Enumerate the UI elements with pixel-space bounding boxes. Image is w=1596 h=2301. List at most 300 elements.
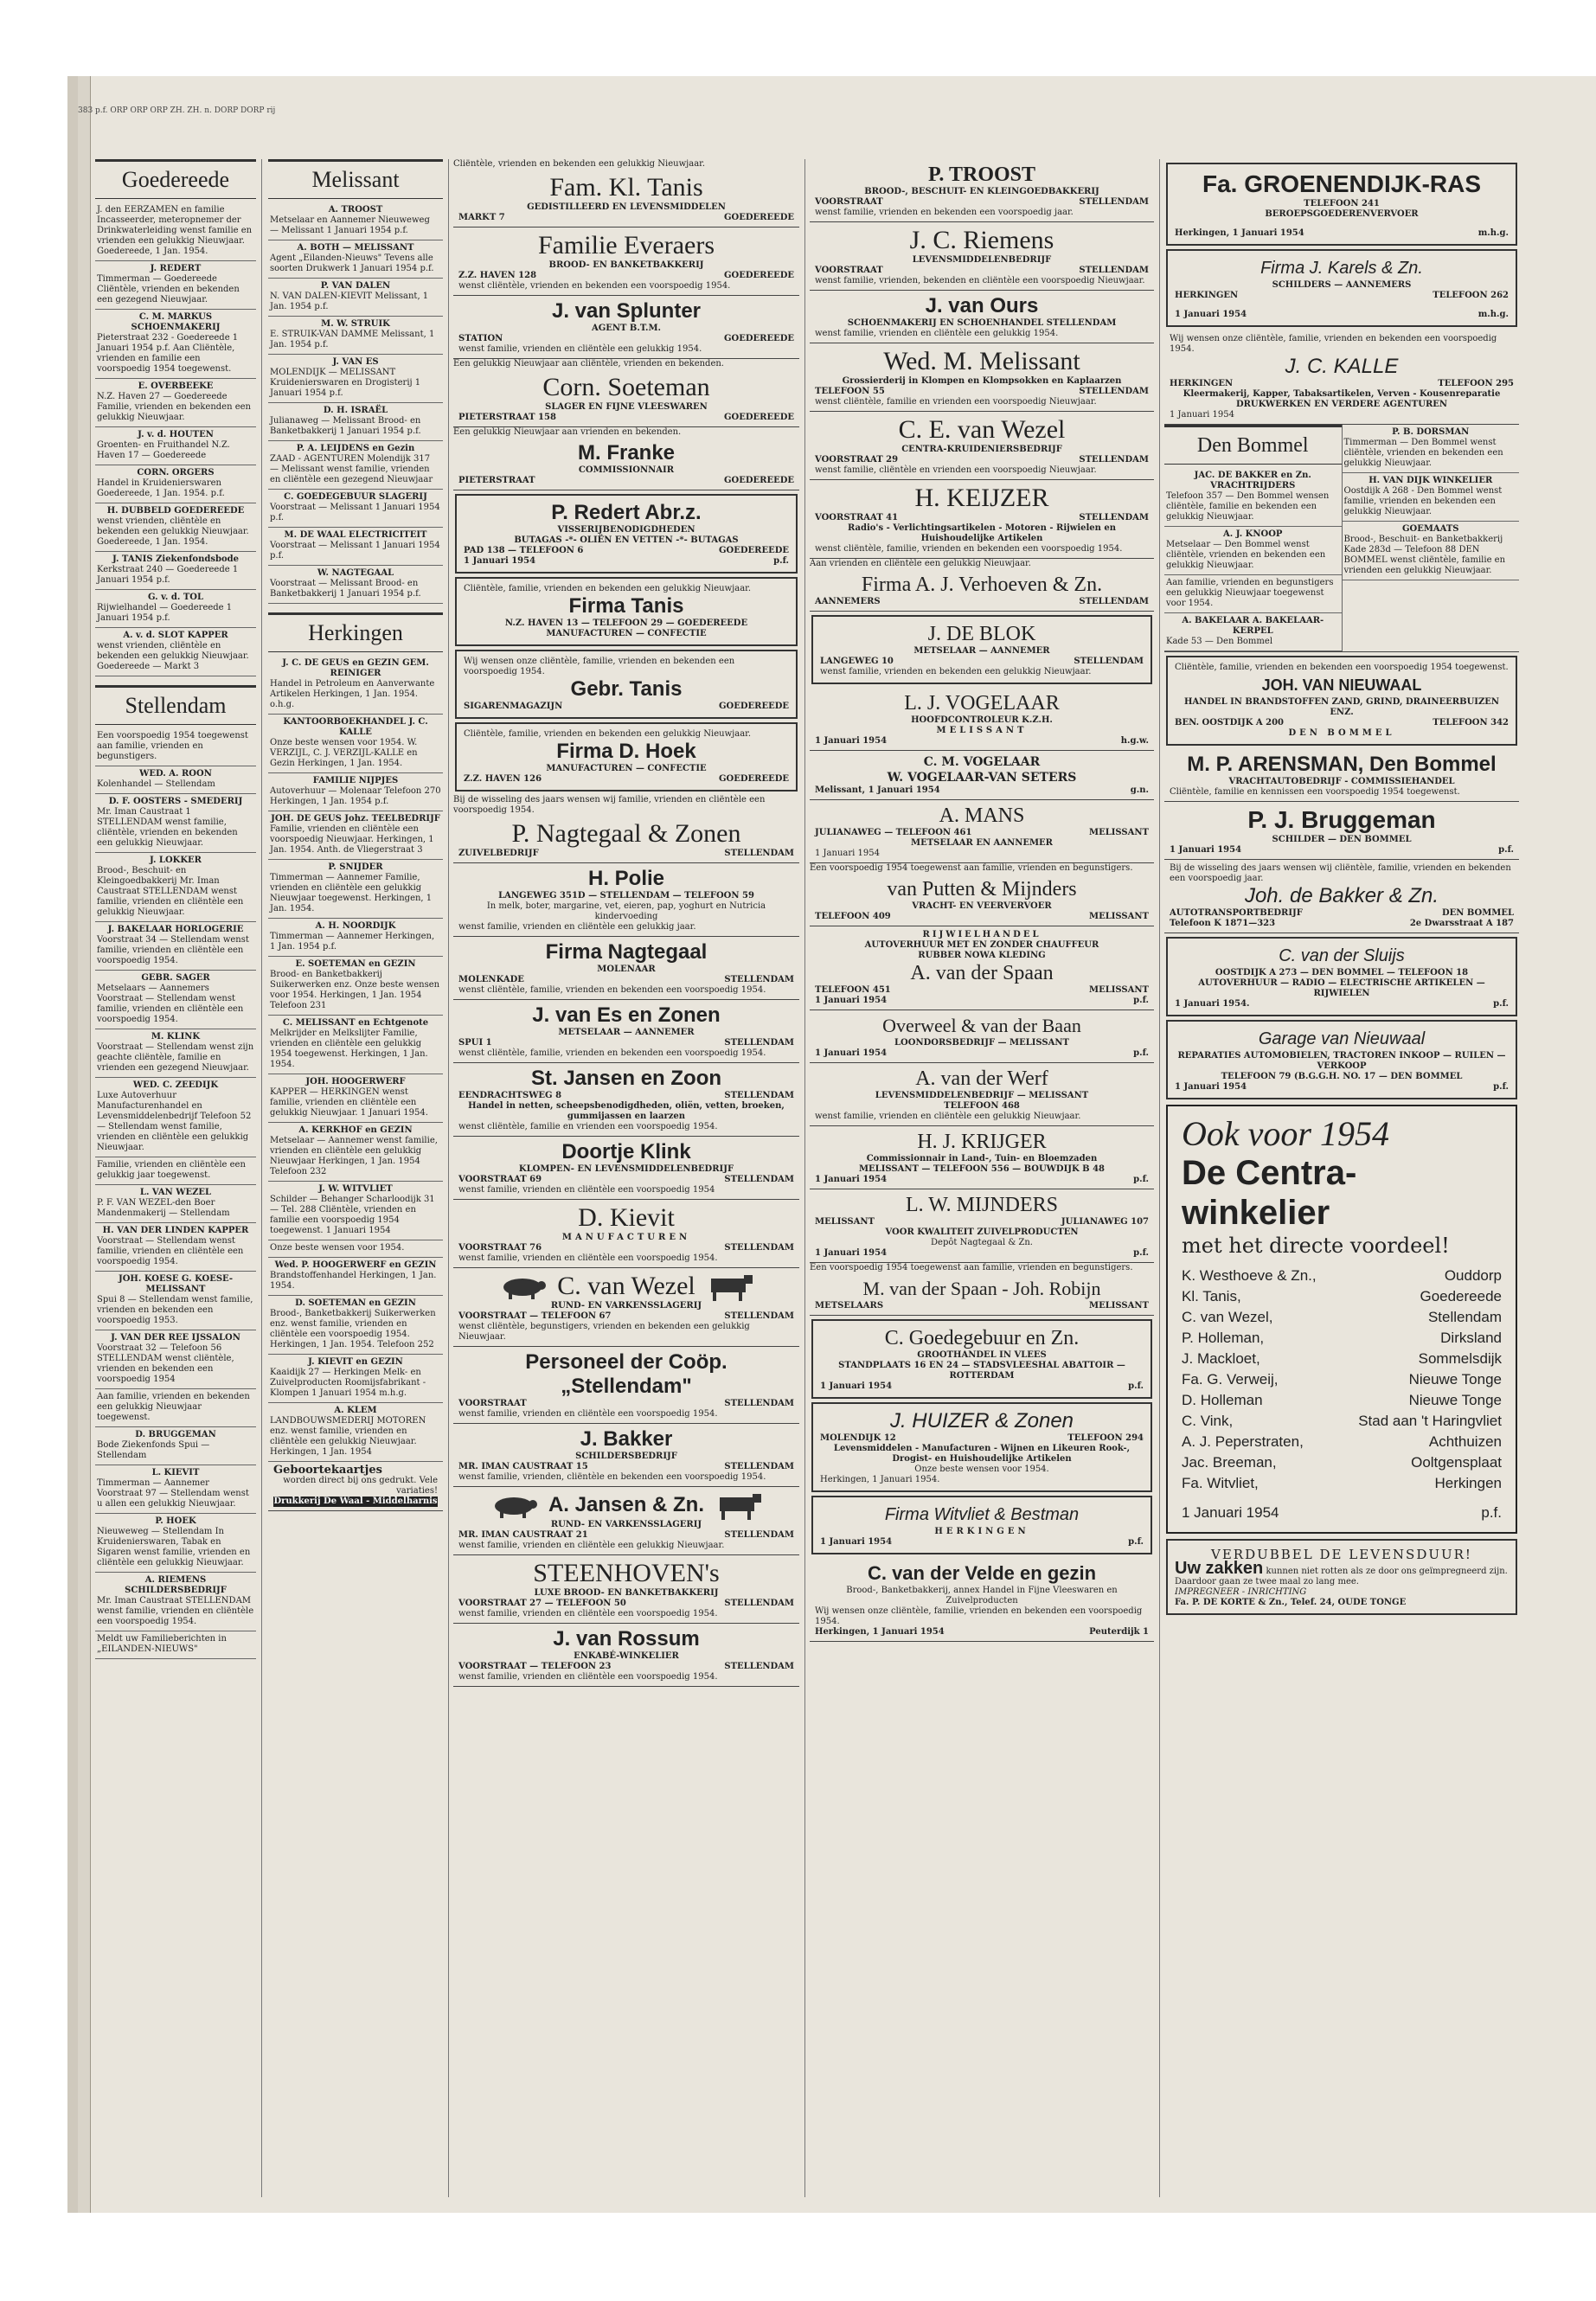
ad-huizer bbox=[811, 1402, 1152, 1492]
notice-name: C. M. MARKUS SCHOENMAKERIJ bbox=[131, 312, 221, 332]
ad-right: STELLENDAM bbox=[1074, 657, 1144, 666]
notice-text: Aan familie, vrienden en bekenden een gelukkig Nieuwjaar toegewenst. bbox=[97, 1392, 250, 1422]
ad-row bbox=[458, 1175, 794, 1185]
ad-name: Firma A. J. Verhoeven & Zn. bbox=[861, 574, 1103, 596]
ad-sub: TELEFOON 241 bbox=[1304, 199, 1380, 208]
ad-text: wenst familie, vrienden, bekenden en cliëntèle een voorspoedig Nieuwjaar. bbox=[815, 276, 1145, 285]
notice-name: GOEMAATS bbox=[1401, 524, 1459, 534]
ad-right2: 2e Dwarsstraat A 187 bbox=[1409, 919, 1514, 928]
ad-right: GOEDEREEDE bbox=[718, 546, 789, 555]
ad-pf: p.f. bbox=[773, 556, 789, 566]
notice-entry bbox=[1343, 473, 1520, 522]
notice-name: JAC. DE BAKKER en Zn. VRACHTRIJDERS bbox=[1194, 471, 1311, 490]
notice-name: W. NAGTEGAAL bbox=[317, 568, 394, 578]
ad-name: Corn. Soeteman bbox=[542, 373, 710, 401]
column-ads-5 bbox=[1164, 159, 1519, 2197]
ad-date: Herkingen, 1 Januari 1954. bbox=[820, 1475, 940, 1484]
ad-rossum bbox=[453, 1624, 799, 1687]
ad-date: 1 Januari 1954 bbox=[1170, 845, 1242, 855]
ad-kievit bbox=[453, 1200, 799, 1268]
ad-left: MR. IMAN CAUSTRAAT 21 bbox=[458, 1530, 588, 1540]
notice-text: Voorstraat — Melissant 1 Januari 1954 p.f. bbox=[270, 503, 440, 522]
ad-name: C. van Wezel bbox=[557, 1272, 695, 1300]
notice-text: Een voorspoedig 1954 toegewenst aan familie, vrienden en begunstigers. bbox=[97, 731, 248, 761]
ad-right: MELISSANT bbox=[1089, 828, 1149, 837]
notice-entry bbox=[268, 1016, 443, 1074]
notice-entry bbox=[95, 728, 256, 766]
ad-firma-nagtegaal bbox=[453, 937, 799, 1000]
ad-sluijs bbox=[1166, 937, 1517, 1016]
ad-left: Melissant, 1 Januari 1954 bbox=[815, 785, 940, 795]
notice-entry bbox=[95, 552, 256, 590]
centra-shop-name: P. Holleman, bbox=[1182, 1330, 1265, 1346]
notice-entry bbox=[268, 957, 443, 1016]
ad-sub: HERKINGEN bbox=[934, 1527, 1029, 1536]
ad-row bbox=[1175, 718, 1509, 728]
notice-name: FAMILIE NIJPJES bbox=[312, 776, 399, 785]
ad-row bbox=[815, 828, 1149, 838]
notice-entry bbox=[95, 922, 256, 971]
notice-entry bbox=[268, 1123, 443, 1182]
notice-name: WED. C. ZEEDIJK bbox=[132, 1080, 219, 1090]
notice-text: Brood-, Beschuit- en Banketbakkerij Kade 283d — Telefoon 88 DEN BOMMEL wenst cliëntèle, familie en vrienden een gelukkig Nieuwjaar. bbox=[1343, 535, 1506, 575]
ad-name: C. van der Sluijs bbox=[1279, 946, 1405, 965]
ad-name: H. J. KRIJGER bbox=[917, 1131, 1047, 1153]
ad-date: 1 Januari 1954 bbox=[815, 849, 880, 858]
notice-name: J. W. WITVLIET bbox=[318, 1184, 393, 1194]
ad-note: Bij de wisseling des jaars wensen wij cliëntèle, familie, vrienden en bekenden een voorspoedig jaar. bbox=[1170, 863, 1511, 883]
notice-name: A. RIEMENS SCHILDERSBEDRIJF bbox=[125, 1575, 227, 1595]
ad-sub: VISSERIJBENODIGDHEDEN bbox=[557, 525, 695, 535]
ad-name: J. van Rossum bbox=[553, 1627, 700, 1650]
ad-row bbox=[458, 849, 794, 859]
ad-pre3: RUBBER NOWA KLEDING bbox=[918, 951, 1046, 960]
notice-entry bbox=[268, 355, 443, 403]
ad-date: 1 Januari 1954 bbox=[820, 1537, 893, 1547]
ad-sub: MANUFACTUREN — CONFECTIE bbox=[546, 764, 707, 773]
ad-name: Doortje Klink bbox=[561, 1140, 691, 1163]
notice-entry bbox=[268, 1074, 443, 1123]
ad-name: M. van der Spaan - Joh. Robijn bbox=[862, 1278, 1101, 1299]
centra-shop-name: J. Mackloet, bbox=[1182, 1350, 1260, 1367]
ad-row bbox=[815, 513, 1149, 523]
ad-centra bbox=[1166, 1105, 1517, 1534]
ad-left: MR. IMAN CAUSTRAAT 15 bbox=[458, 1462, 588, 1471]
notice-entry bbox=[268, 1258, 443, 1296]
ad-text: wenst cliëntèle, familie en vrienden een voorspoedig 1954. bbox=[458, 1122, 718, 1131]
ad-row bbox=[458, 1311, 794, 1322]
notice-text: Timmerman — Aannemer Voorstraat 97 — Stellendam wenst u allen een gelukkig Nieuwjaar. bbox=[97, 1478, 249, 1509]
notice-entry bbox=[1164, 613, 1342, 651]
ad-name: Joh. de Bakker & Zn. bbox=[1244, 884, 1439, 907]
notice-text: Aan familie, vrienden en begunstigers een gelukkig Nieuwjaar toegewenst voor 1954. bbox=[1166, 578, 1334, 608]
notice-text: Voorstraat — Melissant Brood- en Banketbakkerij 1 Januari 1954 p.f. bbox=[270, 579, 421, 599]
ad-sub: CENTRA-KRUIDENIERSBEDRIJF bbox=[901, 445, 1062, 454]
notice-entry bbox=[1164, 527, 1342, 575]
notice-entry bbox=[1164, 468, 1342, 527]
ad-row bbox=[458, 1243, 794, 1253]
cow-icon bbox=[713, 1490, 765, 1520]
ad-name: P. TROOST bbox=[927, 163, 1036, 186]
ad-body bbox=[1175, 1559, 1509, 1587]
notice-text: LANDBOUWSMEDERIJ MOTOREN enz. wenst familie, vrienden en cliëntèle een gelukkig Nieuwjaar. Herkingen, 1 Jan. 1954 bbox=[270, 1416, 426, 1457]
geboortekaartjes-ad bbox=[268, 1462, 443, 1511]
ad-right: STELLENDAM bbox=[1079, 513, 1149, 522]
ad-left: HERKINGEN bbox=[1170, 379, 1234, 388]
notice-text: P. F. VAN WEZEL-den Boer Mandenmakerij — Stellendam bbox=[97, 1198, 230, 1218]
notice-text: Brood-, Beschuit- en Kleingoedbakkerij Mr. Iman Caustraat STELLENDAM wenst familie, vrienden en cliëntèle een gelukkig Nieuwjaar. bbox=[97, 866, 244, 917]
ad-row bbox=[1175, 999, 1509, 1009]
ad-sub: ENKABÉ-WINKELIER bbox=[574, 1651, 679, 1661]
ad-name: Firma Tanis bbox=[568, 594, 684, 618]
ad-date: 1 Januari 1954. bbox=[1175, 999, 1250, 1009]
ad-name: A. Jansen & Zn. bbox=[548, 1493, 705, 1516]
ad-name: D. Kievit bbox=[578, 1203, 675, 1232]
notice-entry bbox=[95, 853, 256, 922]
geboortekaartjes-printer: Drukkerij De Waal - Middelharnis bbox=[273, 1497, 438, 1506]
centra-shop-place: Goedereede bbox=[1420, 1288, 1502, 1304]
notice-entry bbox=[268, 919, 443, 957]
ad-right: MELISSANT bbox=[1089, 1301, 1149, 1311]
notice-entry bbox=[268, 490, 443, 528]
ad-text: wenst familie, vrienden en cliëntèle een gelukkig 1954. bbox=[815, 329, 1059, 338]
ad-row bbox=[815, 912, 1149, 922]
notice-text: Onze beste wensen voor 1954. W. VERZIJL, C. J. VERZIJL-KALLE en Gezin Herkingen, 1 Jan. 1954. bbox=[270, 738, 418, 768]
ad-sub: GROOTHANDEL IN VLEES bbox=[917, 1350, 1047, 1360]
ad-sub: AUTOVERHUUR — RADIO — ELECTRISCHE ARTIKELEN — RIJWIELEN bbox=[1198, 978, 1485, 998]
notice-entry bbox=[1343, 522, 1520, 580]
notice-text: Handel in Petroleum en Aanverwante Artikelen Herkingen, 1 Jan. 1954. o.h.g. bbox=[270, 679, 435, 709]
notice-entry bbox=[268, 715, 443, 773]
ad-row bbox=[458, 476, 794, 486]
notice-text: Onze beste wensen voor 1954. bbox=[270, 1243, 405, 1253]
centra-shop-place: Dirksland bbox=[1440, 1330, 1502, 1346]
notice-name: J. VAN DER REE IJSSALON bbox=[111, 1333, 240, 1343]
notice-text: Melkrijder en Melkslijter Familie, vrienden en cliëntèle een gelukkig 1954 toegewenst. Herkingen, 1 Jan. 1954. bbox=[270, 1029, 428, 1069]
notice-name: M. W. STRUIK bbox=[321, 319, 390, 329]
ad-right: STELLENDAM bbox=[724, 1091, 794, 1100]
ad-sub: Radio's - Verlichtingsartikelen - Motoren - Rijwielen en Huishoudelijke Artikelen bbox=[847, 523, 1117, 543]
note: Een gelukkig Nieuwjaar aan vrienden en bekenden. bbox=[453, 427, 682, 437]
ad-right: JULIANAWEG 107 bbox=[1061, 1217, 1149, 1227]
ad-name: J. van Es en Zonen bbox=[532, 1003, 721, 1027]
ad-right: STELLENDAM bbox=[1079, 197, 1149, 207]
ad-left: EENDRACHTSWEG 8 bbox=[458, 1091, 562, 1100]
den-bommel-entries-left bbox=[1164, 468, 1342, 651]
ad-de-korte bbox=[1166, 1539, 1517, 1615]
ad-row bbox=[1170, 919, 1514, 929]
centra-headline: Ook voor 1954 bbox=[1182, 1114, 1389, 1153]
ad-right: m.h.g. bbox=[1477, 310, 1509, 319]
ad-right: STELLENDAM bbox=[1079, 266, 1149, 275]
notice-name: A. KLEM bbox=[334, 1406, 377, 1415]
notice-text: Rijwielhandel — Goedereede 1 Januari 1954 p.f. bbox=[97, 603, 233, 623]
ad-row bbox=[820, 1537, 1144, 1548]
ad-left: SCHILDERS — AANNEMERS bbox=[1272, 280, 1412, 290]
ad-sub: METSELAAR — AANNEMER bbox=[558, 1028, 695, 1037]
notice-entry bbox=[268, 240, 443, 279]
notice-entry bbox=[95, 1631, 256, 1659]
ad-name2: W. VOGELAAR-VAN SETERS bbox=[887, 771, 1077, 785]
ad-right: GOEDEREEDE bbox=[718, 702, 789, 711]
centra-shop-row bbox=[1182, 1328, 1502, 1349]
notice-entry bbox=[268, 403, 443, 441]
ad-bakker bbox=[453, 1424, 799, 1487]
notice-text: Brood-, Banketbakkerij Suikerwerken enz. wenst familie, vrienden en cliëntèle een voorspoedig 1954. Herkingen, 1 Jan. 1954. Telefoon 252 bbox=[270, 1309, 436, 1349]
ad-row bbox=[458, 1530, 794, 1541]
ad-de-bakker bbox=[1164, 860, 1519, 933]
ad-row bbox=[458, 1399, 794, 1409]
notice-entry bbox=[268, 317, 443, 355]
ad-left: VOORSTRAAT 76 bbox=[458, 1243, 542, 1253]
centra-shop-row bbox=[1182, 1473, 1502, 1494]
centra-shop-place: Sommelsdijk bbox=[1418, 1350, 1502, 1367]
ad-name: J. Bakker bbox=[580, 1427, 673, 1451]
ad-left: SIGARENMAGAZIJN bbox=[464, 702, 563, 711]
ad-left: BEN. OOSTDIJK A 200 bbox=[1175, 718, 1284, 727]
ad-steenhoven bbox=[453, 1555, 799, 1624]
ad-text: wenst familie, vrienden en cliëntèle een voorspoedig 1954 bbox=[458, 1185, 715, 1195]
ad-name: Gebr. Tanis bbox=[570, 677, 683, 701]
ad-sub: SCHOENMAKERIJ EN SCHOENHANDEL STELLENDAM bbox=[847, 318, 1117, 328]
notice-name: P. VAN DALEN bbox=[320, 281, 391, 291]
column-goedereede-stellendam bbox=[95, 159, 256, 2197]
notice-entry bbox=[95, 1389, 256, 1427]
notice-entry bbox=[268, 566, 443, 604]
notice-name: A. BOTH — MELISSANT bbox=[297, 243, 414, 253]
column-ads-3 bbox=[453, 159, 799, 2197]
ad-pf: p.f. bbox=[1133, 1248, 1149, 1258]
ad-mijnders bbox=[810, 1189, 1154, 1263]
notice-entry bbox=[95, 971, 256, 1029]
town-heading-herkingen: Herkingen bbox=[268, 612, 443, 652]
notice-text: wenst vrienden, cliëntèle en bekenden een gelukkig Nieuwjaar. Goedereede — Markt 3 bbox=[97, 641, 249, 671]
centra-slogan: met het directe voordeel! bbox=[1182, 1234, 1450, 1258]
ad-sub: LEVENSMIDDELENBEDRIJF bbox=[912, 255, 1052, 265]
centra-title: De Centra-winkelier bbox=[1182, 1154, 1357, 1232]
ad-left: ZUIVELBEDRIJF bbox=[458, 849, 539, 858]
notice-text: Timmerman — Aannemer Familie, vrienden en cliëntèle een gelukkig Nieuwjaar toegewenst. Herkingen, 1 Jan. 1954. bbox=[270, 873, 433, 913]
ad-name: J. HUIZER & Zonen bbox=[889, 1409, 1074, 1433]
ad-sub: RUND- EN VARKENSSLAGERIJ bbox=[550, 1301, 702, 1311]
ad-date: 1 Januari 1954 bbox=[1175, 310, 1247, 319]
ad-sub: COMMISSIONNAIR bbox=[578, 465, 675, 475]
notice-text: N. VAN DALEN-KIEVIT Melissant, 1 Jan. 1954 p.f. bbox=[270, 292, 429, 311]
notice-text: Brandstoffenhandel Herkingen, 1 Jan. 1954. bbox=[270, 1271, 437, 1291]
note: Bij de wisseling des jaars wensen wij familie, vrienden en cliëntèle een voorspoedig 1954. bbox=[453, 795, 766, 815]
notice-entry bbox=[95, 1330, 256, 1389]
ad-row bbox=[1175, 228, 1509, 239]
ad-name: Firma Nagtegaal bbox=[545, 940, 708, 964]
melissant-entries bbox=[268, 202, 443, 604]
notice-text: Brood- en Banketbakkerij Suikerwerken enz. Onze beste wensen voor 1954. Herkingen, 1 Jan. 1954 Telefoon 231 bbox=[270, 970, 440, 1010]
ad-left: VOORSTRAAT 27 — TELEFOON 50 bbox=[458, 1599, 626, 1608]
ad-left: MELISSANT bbox=[815, 1217, 875, 1227]
ad-date: 1 Januari 1954 bbox=[1175, 1082, 1247, 1092]
ad-right: GOEDEREEDE bbox=[723, 334, 794, 343]
ad-everaers bbox=[453, 228, 799, 296]
notice-entry bbox=[95, 1157, 256, 1185]
ad-left: SPUI 1 bbox=[458, 1038, 492, 1048]
ad-text: Cliëntèle, familie en kennissen een voorspoedig 1954 toegewenst. bbox=[1170, 787, 1460, 797]
ad-name: L. J. VOGELAAR bbox=[904, 692, 1060, 715]
ad-name: Wed. M. Melissant bbox=[883, 347, 1080, 375]
ad-sub: GEDISTILLEERD EN LEVENSMIDDELEN bbox=[527, 202, 726, 212]
ad-arensman bbox=[1164, 749, 1519, 802]
ad-riemens bbox=[810, 222, 1154, 291]
ad-sub: MANUFACTUREN bbox=[561, 1233, 691, 1242]
ad-kalle bbox=[1164, 330, 1519, 425]
notice-text: Groenten- en Fruithandel N.Z. Haven 17 — Goedereede bbox=[97, 440, 230, 460]
ad-soeteman bbox=[453, 369, 799, 427]
ad-mans bbox=[810, 800, 1154, 863]
ad-sub: METSELAAR EN AANNEMER bbox=[911, 838, 1053, 848]
note: Een voorspoedig 1954 toegewenst aan familie, vrienden en begunstigers. bbox=[810, 863, 1133, 873]
notice-entry bbox=[95, 1272, 256, 1330]
ad-right: GOEDEREEDE bbox=[723, 213, 794, 222]
ad-c-van-wezel bbox=[453, 1268, 799, 1347]
notice-entry bbox=[95, 1514, 256, 1573]
ad-row bbox=[815, 736, 1149, 747]
ad-right: STELLENDAM bbox=[724, 1399, 794, 1408]
centra-pf: p.f. bbox=[1481, 1504, 1502, 1521]
notice-name: J. BAKELAAR HORLOGERIE bbox=[107, 925, 244, 934]
ad-right: GOEDEREEDE bbox=[723, 271, 794, 280]
stellendam-entries bbox=[95, 728, 256, 1659]
ad-klink bbox=[453, 1137, 799, 1200]
ad-row bbox=[464, 546, 789, 556]
notice-text: Pieterstraat 232 - Goedereede 1 Januari 1954 p.f. Aan Cliëntèle, vrienden en familie een voorspoedig 1954 toegewenst. bbox=[97, 333, 239, 374]
ad-sub: BROOD- EN BANKETBAKKERIJ bbox=[548, 260, 704, 270]
notice-name: L. KIEVIT bbox=[151, 1468, 200, 1477]
notice-name: M. DE WAAL ELECTRICITEIT bbox=[284, 530, 427, 540]
centra-shop-row bbox=[1182, 1286, 1502, 1307]
edge-fragment: 383 p.f. ORP ORP ORP ZH. ZH. n. DORP DORP rij bbox=[78, 106, 276, 115]
ad-name: A. MANS bbox=[939, 804, 1025, 827]
note: Aan vrienden en cliëntèle een gelukkig Nieuwjaar. bbox=[810, 559, 1031, 568]
notice-entry bbox=[95, 310, 256, 379]
centra-shop-row bbox=[1182, 1390, 1502, 1411]
ad-name: Firma D. Hoek bbox=[556, 740, 696, 763]
ad-nieuwaal bbox=[1166, 656, 1517, 746]
notice-entry bbox=[95, 1223, 256, 1272]
ad-text: kunnen niet rotten als ze door ons geïmpregneerd zijn. Daardoor gaan ze twee maal zo lang mee. bbox=[1175, 1567, 1508, 1586]
ad-name: C. E. van Wezel bbox=[898, 415, 1066, 444]
notice-entry bbox=[95, 1078, 256, 1157]
notice-entry bbox=[268, 860, 443, 919]
column-rule bbox=[448, 159, 449, 2197]
ad-right: STELLENDAM bbox=[1079, 387, 1149, 396]
ad-text: wenst cliëntèle, familie, vrienden en bekenden een voorspoedig 1954. bbox=[458, 1048, 766, 1058]
ad-left: JULIANAWEG — TELEFOON 461 bbox=[815, 828, 972, 837]
notice-text: Nieuweweg — Stellendam In Kruidenierswaren, Tabak en Sigaren wenst familie, vrienden en cliëntèle een gelukkig Nieuwjaar. bbox=[97, 1527, 251, 1567]
ad-note: Cliëntèle, familie, vrienden en bekenden een gelukkig Nieuwjaar. bbox=[464, 729, 752, 739]
notice-text: J. den EERZAMEN en familie Incasseerder, meteropnemer der Drinkwaterleiding wenst familie en vrienden een gelukkig Nieuwjaar. Goedereede, 1 Jan. 1954. bbox=[97, 205, 253, 256]
centra-shop-row bbox=[1182, 1349, 1502, 1369]
ad-van-es bbox=[453, 1000, 799, 1063]
centra-shop-row bbox=[1182, 1369, 1502, 1390]
notice-text: Agent „Eilanden-Nieuws" Tevens alle soorten Drukwerk 1 Januari 1954 p.f. bbox=[270, 253, 434, 273]
ad-sub: VRACHTAUTOBEDRIJF - COMMISSIEHANDEL bbox=[1228, 777, 1455, 786]
notice-text: Metselaar en Aannemer Nieuweweg — Melissant 1 Januari 1954 p.f. bbox=[270, 215, 430, 235]
ad-line: OOSTDIJK A 273 — DEN BOMMEL — TELEFOON 18 bbox=[1215, 968, 1469, 977]
ad-text: wenst cliëntèle, familie en vrienden een voorspoedig Nieuwjaar. bbox=[815, 397, 1097, 407]
ad-franke bbox=[453, 438, 799, 490]
ad-cm-vogelaar bbox=[810, 751, 1154, 800]
ad-van-der-werf bbox=[810, 1063, 1154, 1126]
ad-coop bbox=[453, 1347, 799, 1424]
den-bommel-left bbox=[1164, 425, 1343, 651]
notice-name: E. OVERBEEKE bbox=[138, 381, 214, 391]
notice-entry bbox=[95, 261, 256, 310]
ad-row bbox=[815, 1048, 1149, 1059]
ad-left: VOORSTRAAT 29 bbox=[815, 455, 899, 465]
centra-shop-row bbox=[1182, 1411, 1502, 1432]
ad-right: m.h.g. bbox=[1477, 228, 1509, 238]
notice-entry bbox=[268, 811, 443, 860]
centra-shop-row bbox=[1182, 1452, 1502, 1473]
notice-name: G. v. d. TOL bbox=[147, 593, 204, 602]
ad-name: Firma J. Karels & Zn. bbox=[1260, 259, 1423, 278]
ad-left2: Telefoon K 1871—323 bbox=[1170, 919, 1276, 928]
notice-entry bbox=[95, 1029, 256, 1078]
ad-name: H. KEIJZER bbox=[914, 484, 1049, 512]
ad-text: wenst familie, vrienden en cliëntèle een gelukkig jaar. bbox=[458, 922, 696, 932]
ad-row bbox=[815, 1301, 1149, 1311]
notice-name: GEBR. SAGER bbox=[141, 973, 210, 983]
ad-row bbox=[458, 271, 794, 281]
ad-a-jansen bbox=[453, 1487, 799, 1555]
geboortekaartjes-line: worden direct bij ons gedrukt. Vele variaties! bbox=[283, 1476, 438, 1496]
notice-entry bbox=[95, 1465, 256, 1514]
column-melissant-herkingen bbox=[268, 159, 443, 2197]
ad-sub: AGENT B.T.M. bbox=[591, 324, 662, 333]
ad-right: DEN BOMMEL bbox=[1441, 908, 1514, 918]
notice-entry bbox=[268, 441, 443, 490]
notice-entry bbox=[95, 1573, 256, 1631]
notice-name: CORN. ORGERS bbox=[137, 468, 215, 478]
ad-row bbox=[815, 387, 1149, 397]
ad-gebr-tanis bbox=[455, 650, 798, 719]
ad-pf: p.f. bbox=[1128, 1537, 1144, 1547]
ad-text: wenst familie, vrienden en cliëntèle een gelukkig Nieuwjaar. bbox=[815, 1112, 1081, 1121]
ad-row bbox=[458, 1038, 794, 1048]
ad-left: VOORSTRAAT 41 bbox=[815, 513, 899, 522]
notice-text: N.Z. Haven 27 — Goedereede Familie, vrienden en bekenden een gelukkig Nieuwjaar. bbox=[97, 392, 251, 422]
ad-line: LANGEWEG 351D — STELLENDAM — TELEFOON 59 bbox=[498, 891, 754, 901]
ad-groenendijk bbox=[1166, 163, 1517, 246]
ad-headline: VERDUBBEL DE LEVENSDUUR! bbox=[1211, 1547, 1472, 1562]
note: Cliëntèle, vrienden en bekenden een gelukkig Nieuwjaar. bbox=[453, 159, 706, 169]
notice-entry bbox=[95, 1185, 256, 1223]
ad-firma-tanis bbox=[455, 577, 798, 646]
notice-entry bbox=[95, 628, 256, 676]
centra-shop-place: Herkingen bbox=[1434, 1475, 1502, 1491]
notice-text: Familie, vrienden en cliëntèle een gelukkig jaar toegewenst. bbox=[97, 1160, 246, 1180]
notice-entry bbox=[1343, 425, 1520, 473]
ad-name: C. M. VOGELAAR bbox=[923, 755, 1041, 769]
ad-text: wenst familie, cliëntèle en vrienden een voorspoedig Nieuwjaar. bbox=[815, 465, 1097, 475]
notice-text: Kolenhandel — Stellendam bbox=[97, 779, 215, 789]
goedereede-entries bbox=[95, 202, 256, 676]
ad-row bbox=[815, 1627, 1149, 1638]
ad-sub: HANDEL IN BRANDSTOFFEN ZAND, GRIND, DRAINEERBUIZEN ENZ. bbox=[1183, 697, 1500, 717]
ad-right: STELLENDAM bbox=[1079, 597, 1149, 606]
ad-right2: TELEFOON 262 bbox=[1433, 291, 1509, 300]
ad-left2: HERKINGEN bbox=[1175, 291, 1239, 300]
ad-text: wenst familie, vrienden en cliëntèle een gelukkig 1954. bbox=[458, 344, 702, 354]
ad-row bbox=[815, 1248, 1149, 1259]
